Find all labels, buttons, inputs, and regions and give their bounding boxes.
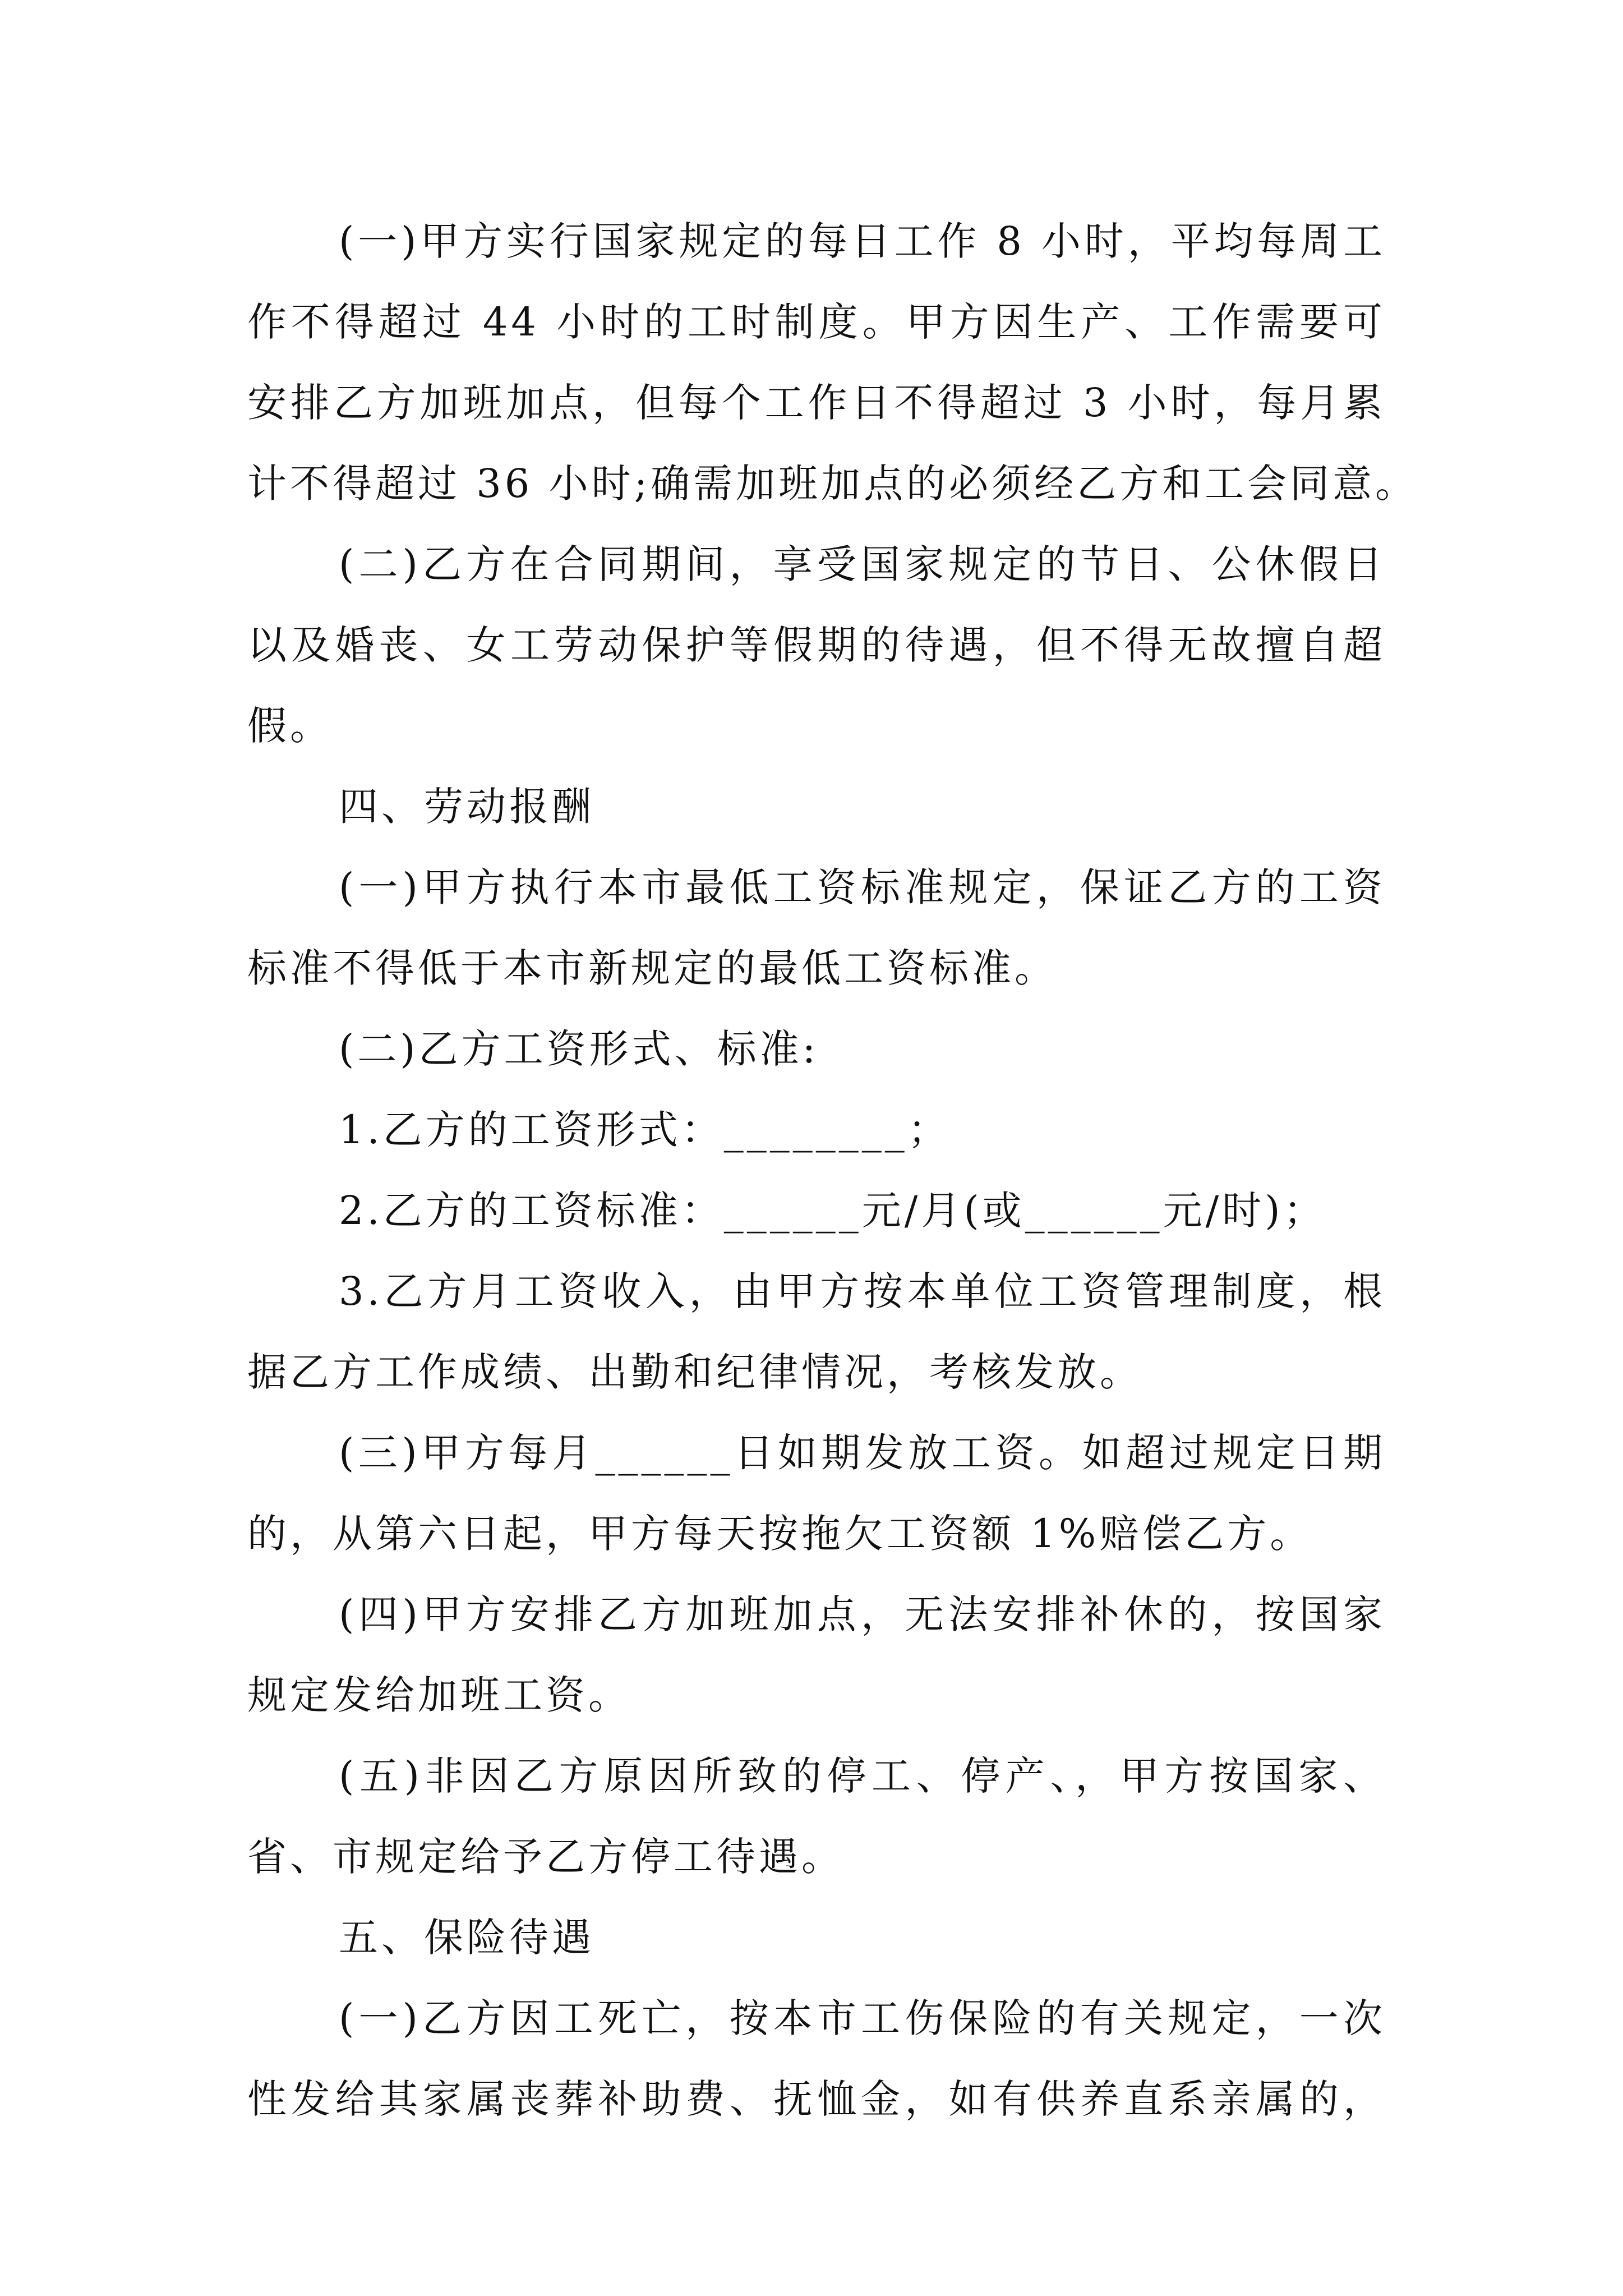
paragraph-line: (五)非因乙方原因所致的停工、停产、，甲方按国家、 <box>339 1753 1386 1799</box>
paragraph-line: (一)甲方执行本市最低工资标准规定，保证乙方的工资 <box>339 864 1386 910</box>
paragraph-line: (一)乙方因工死亡，按本市工伤保险的有关规定，一次 <box>339 1995 1386 2041</box>
document-body <box>247 201 1418 2139</box>
paragraph-line: 3.乙方月工资收入，由甲方按本单位工资管理制度，根 <box>339 1268 1386 1314</box>
paragraph-line: 2.乙方的工资标准：______元/月(或______元/时)； <box>339 1188 1326 1234</box>
paragraph-line: 作不得超过 44 小时的工时制度。甲方因生产、工作需要可 <box>247 299 1386 345</box>
paragraph-line: 规定发给加班工资。 <box>247 1672 631 1718</box>
paragraph-line: 计不得超过 36 小时;确需加班加点的必须经乙方和工会同意。 <box>247 461 1418 507</box>
paragraph-line: (四)甲方安排乙方加班加点，无法安排补休的，按国家 <box>339 1591 1386 1637</box>
paragraph-line: 标准不得低于本市新规定的最低工资标准。 <box>247 945 1057 991</box>
section-heading: 五、保险待遇 <box>339 1915 594 1961</box>
section-heading: 四、劳动报酬 <box>339 784 594 830</box>
paragraph-line: 1.乙方的工资形式：________； <box>339 1107 951 1153</box>
paragraph-line: 以及婚丧、女工劳动保护等假期的待遇，但不得无故擅自超 <box>247 622 1386 668</box>
paragraph-line: (二)乙方在合同期间，享受国家规定的节日、公休假日 <box>339 541 1386 587</box>
paragraph-line: 的，从第六日起，甲方每天按拖欠工资额 1%赔偿乙方。 <box>247 1511 1313 1557</box>
paragraph-line: (三)甲方每月______日如期发放工资。如超过规定日期 <box>339 1430 1386 1476</box>
paragraph-line: 假。 <box>247 703 333 749</box>
paragraph-line: 性发给其家属丧葬补助费、抚恤金，如有供养直系亲属的， <box>247 2076 1386 2122</box>
paragraph-line: (一)甲方实行国家规定的每日工作 8 小时，平均每周工 <box>339 218 1386 264</box>
paragraph-line: (二)乙方工资形式、标准: <box>339 1026 819 1072</box>
paragraph-line: 据乙方工作成绩、出勤和纪律情况，考核发放。 <box>247 1349 1142 1395</box>
paragraph-line: 省、市规定给予乙方停工待遇。 <box>247 1834 844 1880</box>
paragraph-line: 安排乙方加班加点，但每个工作日不得超过 3 小时，每月累 <box>247 380 1386 426</box>
